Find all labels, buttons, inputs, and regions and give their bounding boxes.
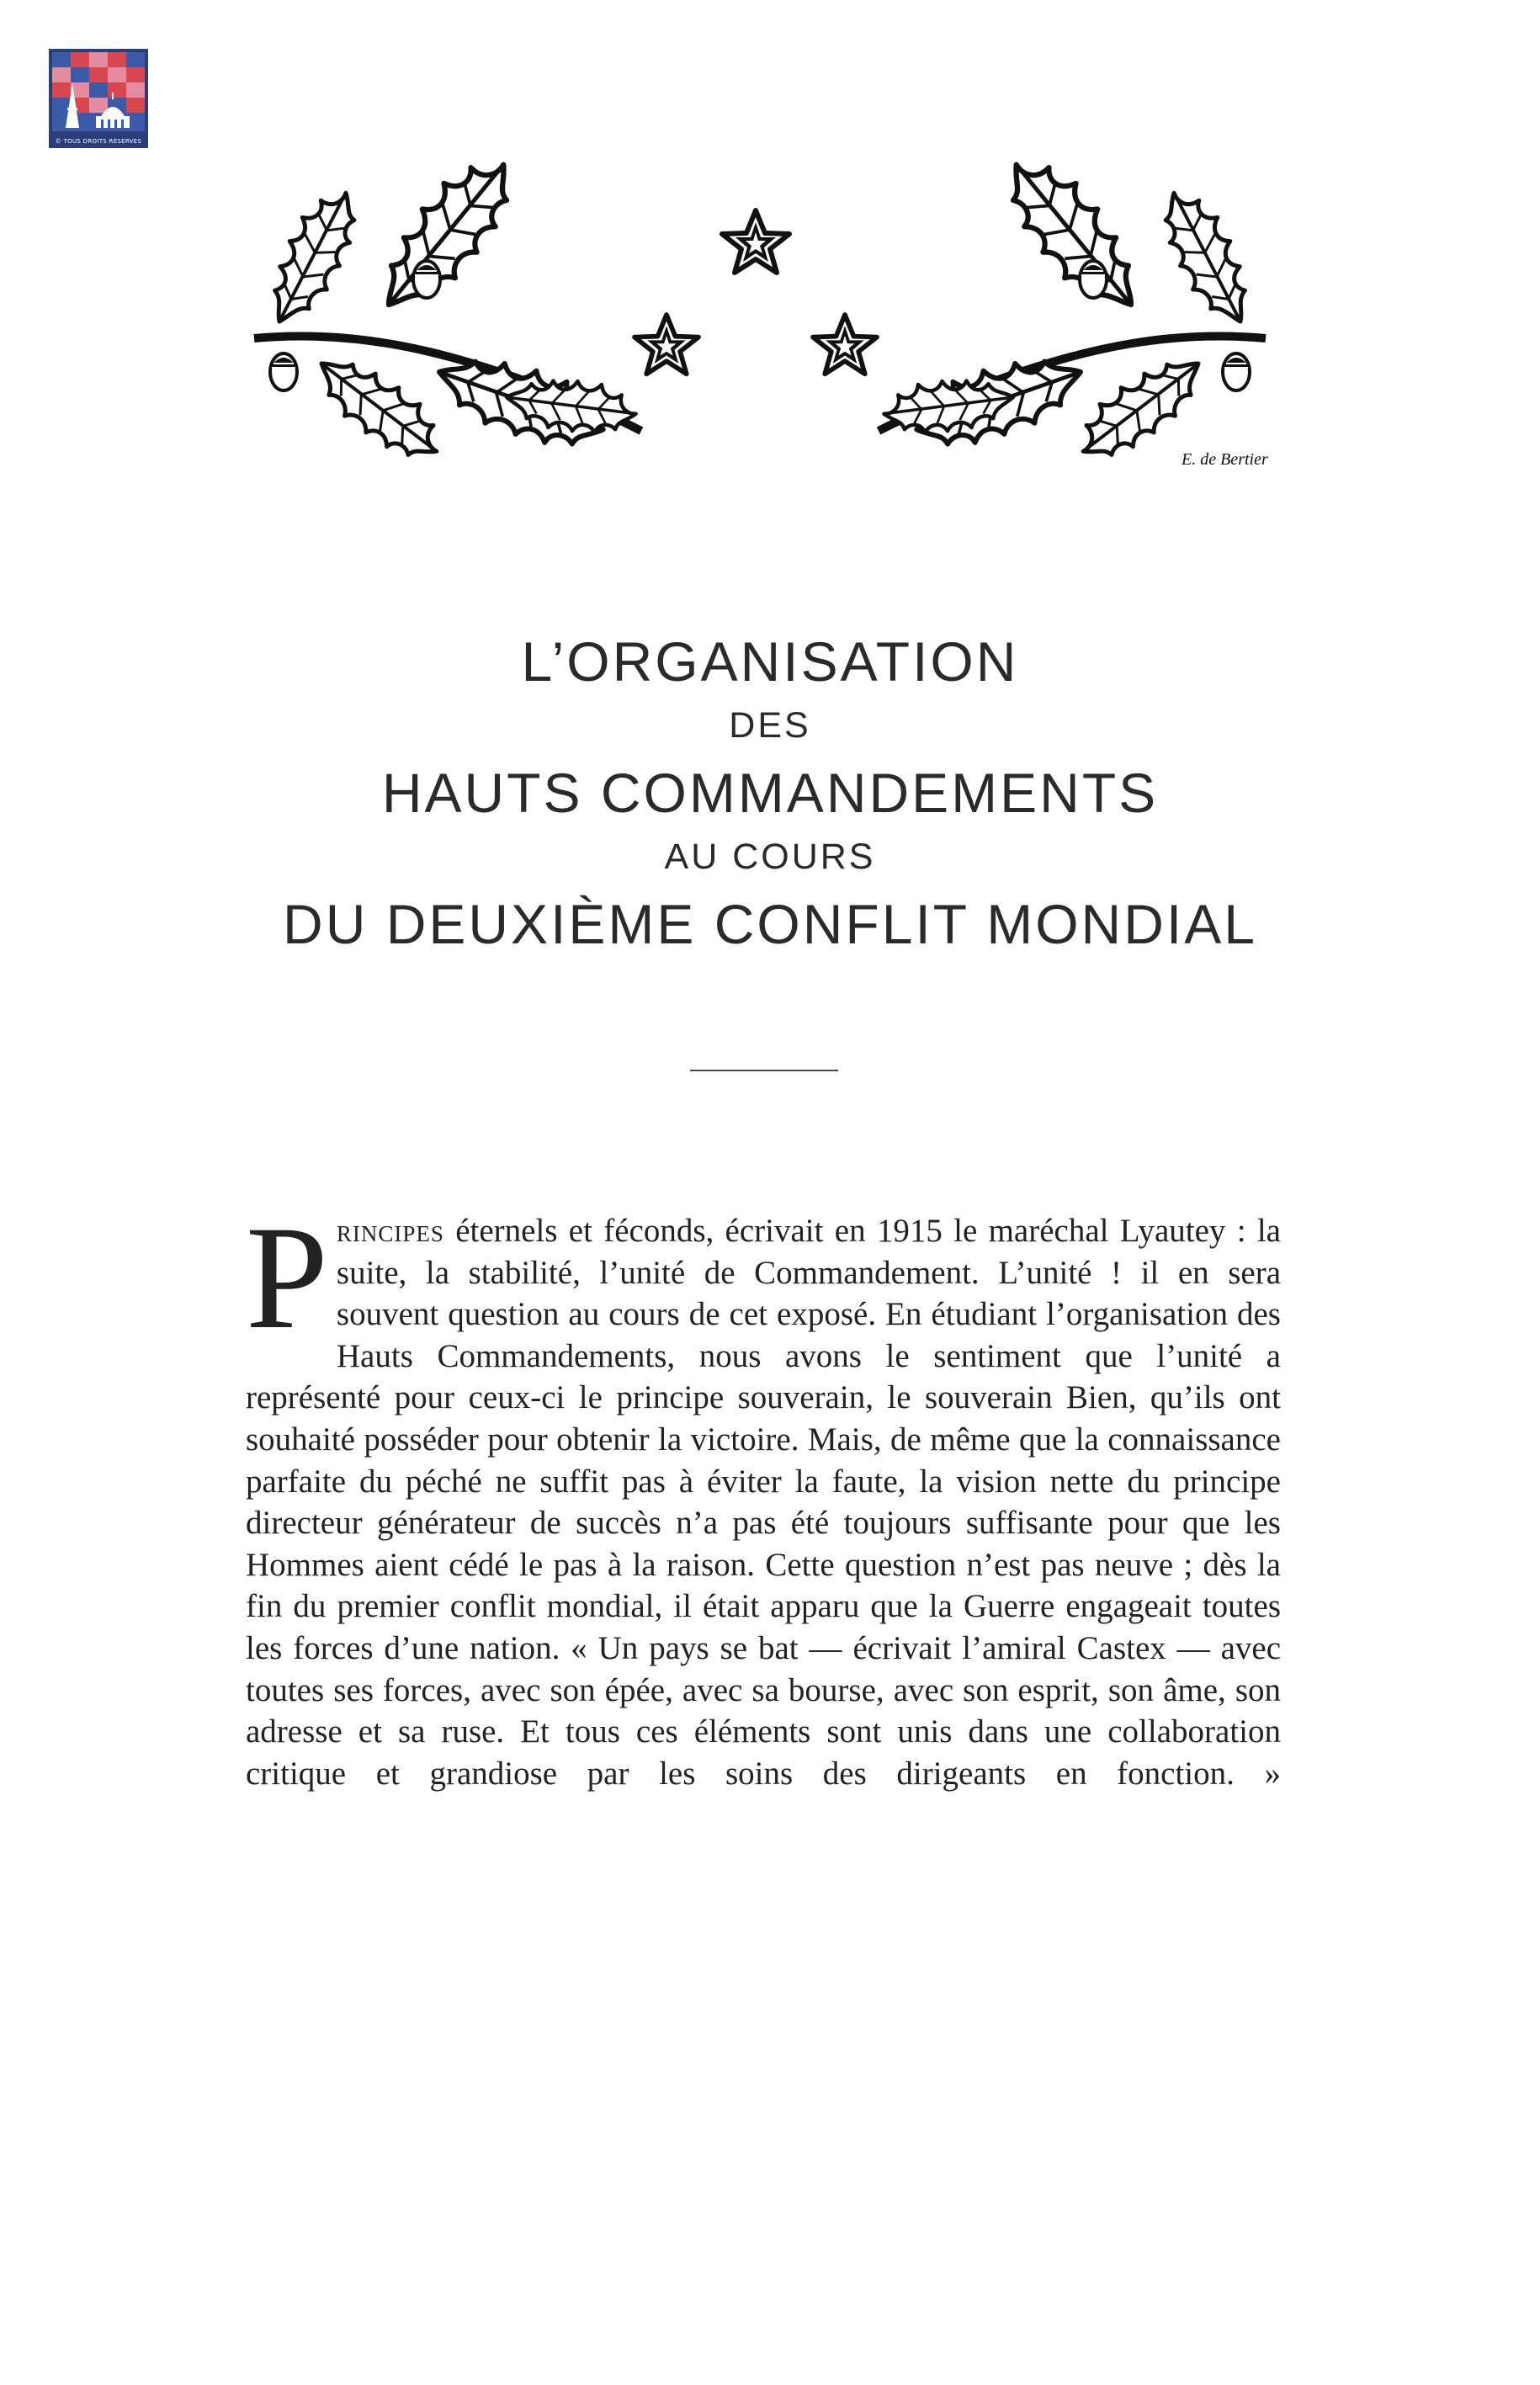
logo-tagline: © TOUS DROITS RÉSERVÉS: [55, 138, 142, 145]
star-icon: [722, 210, 789, 273]
title-line-1: L’ORGANISATION: [521, 630, 1019, 693]
artist-signature: E. de Bertier: [1182, 450, 1268, 469]
oak-branch-left: [254, 145, 641, 474]
oak-branch-right: [879, 145, 1266, 474]
title-line-3: HAUTS COMMANDEMENTS: [381, 762, 1159, 824]
logo-mosaic-icon: [49, 49, 148, 148]
title-separator: [690, 1070, 838, 1071]
chapter-title: [0, 623, 1540, 963]
title-line-2: DES: [729, 705, 811, 746]
star-icon: [635, 315, 698, 374]
title-line-4: AU COURS: [664, 837, 876, 877]
title-line-5: DU DEUXIÈME CONFLIT MONDIAL: [283, 893, 1257, 955]
smallcaps-lead: rincipes: [336, 1213, 444, 1249]
oak-leaves-stars-icon: [246, 145, 1274, 498]
publisher-logo: [49, 49, 148, 148]
paragraph-text: éternels et féconds, écrivait en 1915 le maréchal Lyautey : la suite, la stabilité, l’unité de Commandement. L’unité ! il en sera souvent question au cours de cet exposé. En étudiant l’organisation des Hauts Commandements, nous avons le sentiment que l’unité a représenté pour ceux-ci le principe souverain, le souverain Bien, qu’ils ont souhaité posséder pour obtenir la victoire. Mais, de même que la connaissance parfaite du péché ne suffit pas à éviter la faute, la vision nette du principe directeur générateur de succès n’a pas été toujours suffisante pour que les Hommes aient cédé le pas à la raison. Cette question n’est pas neuve ; dès la fin du premier conflit mondial, il était apparu que la Guerre engageait toutes les forces d’une nation. « Un pays se bat — écrivait l’amiral Castex — avec toutes ses forces, avec son épée, avec sa bourse, avec son esprit, son âme, son adresse et sa ruse. Et tous ces éléments sont unis dans une collaboration critique et grandiose par les soins des dirigeants en fonction. »: [246, 1213, 1281, 1792]
oak-leaves-ornament: [246, 145, 1274, 498]
star-icon: [813, 315, 877, 374]
body-paragraph: [246, 1196, 1281, 1794]
drop-cap: P: [246, 1196, 328, 1360]
